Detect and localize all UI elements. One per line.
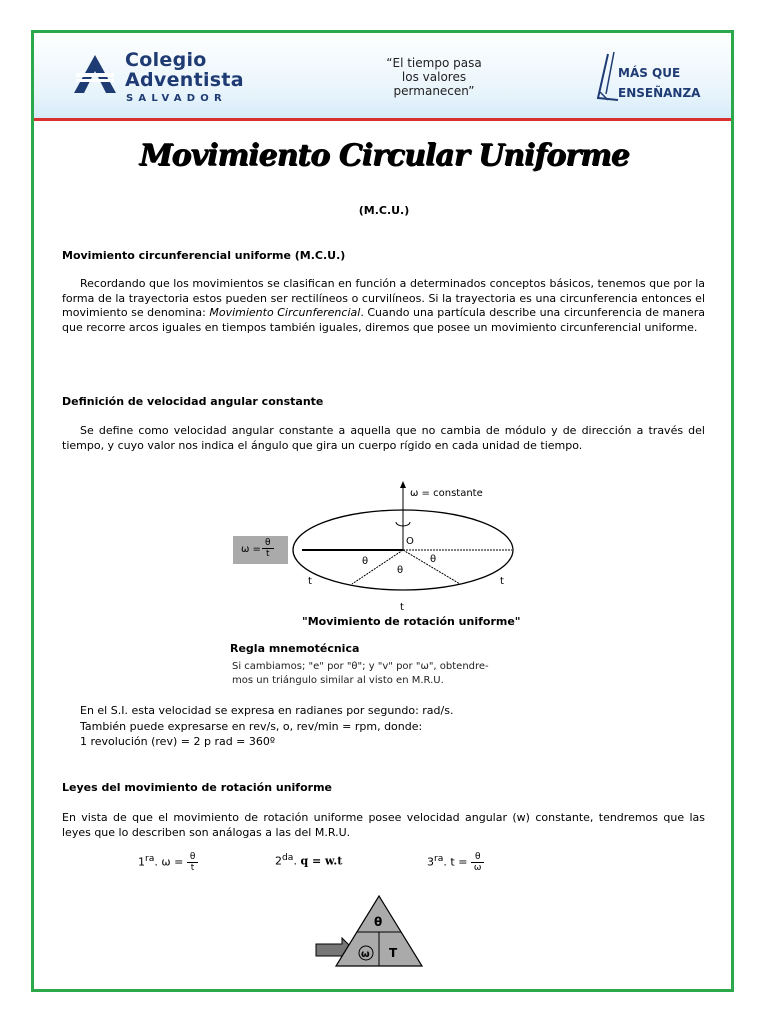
law3-d: ω (473, 863, 482, 873)
section1-text-b: . Cuando una partícula describe una circunferencia de manera que recorre arcos iguales en tiempos también iguales, diremos que posee un movimiento circunferencial uniforme. (62, 306, 706, 334)
law1-lhs: . ω = (154, 855, 184, 869)
law1-fraction (187, 852, 199, 873)
omega-formula-num: θ (262, 538, 274, 549)
section1-text-em: Movimiento Circunferencial (209, 306, 361, 319)
brand-line1: MÁS QUE (618, 66, 681, 80)
law2-num: 2 (275, 854, 282, 868)
page-title: Movimiento Circular Uniforme (139, 138, 629, 173)
triangle-left: ω (361, 949, 370, 960)
law1-num: 1 (138, 855, 145, 869)
law-3 (427, 852, 484, 873)
regla-text (232, 660, 522, 688)
law-1 (138, 852, 198, 873)
brand-line2: ENSEÑANZA (618, 86, 701, 100)
t-label-right: t (500, 576, 504, 587)
si-line1: En el S.I. esta velocidad se expresa en radianes por segundo: rad/s. (80, 704, 454, 717)
theta-label-3: θ (430, 554, 437, 565)
motto-line3: permanecen” (393, 84, 475, 98)
t-label-bottom: t (400, 602, 404, 613)
center-label: O (406, 536, 414, 547)
school-name-line3: SALVADOR (126, 93, 227, 104)
law1-sup: ra (145, 852, 155, 864)
si-line3: 1 revolución (rev) = 2 p rad = 360º (80, 735, 276, 748)
si-line2: También puede expresarse en rev/s, o, rev/min = rpm, donde: (80, 719, 423, 733)
theta-label-2: θ (397, 565, 404, 576)
law3-fraction (471, 852, 485, 873)
header-banner (34, 33, 731, 121)
t-label-left: t (308, 576, 312, 587)
omega-formula-lhs: ω = (241, 544, 261, 555)
regla-line2: mos un triángulo similar al visto en M.R.U. (232, 675, 444, 686)
section3-paragraph: En vista de que el movimiento de rotación uniforme posee velocidad angular (w) constante, tendremos que las leyes que lo describen son análogas a las del M.R.U. (62, 811, 705, 839)
section1-heading: Movimiento circunferencial uniforme (M.C.U.) (62, 249, 346, 262)
omega-formula-den: t (265, 549, 270, 559)
motto-line2: los valores (401, 70, 467, 84)
page-subtitle: (M.C.U.) (358, 204, 410, 217)
triangle-right: T (389, 946, 398, 960)
omega-formula-box (233, 536, 288, 564)
law3-lhs: . t = (443, 855, 468, 869)
law2-sup: da (282, 852, 294, 863)
axis-arrow-icon (400, 481, 406, 488)
radius-a (352, 550, 403, 584)
si-units-block (80, 703, 453, 750)
motto (334, 56, 534, 98)
section2-text: Se define como velocidad angular constante a aquella que no cambia de módulo y de dirección a través del tiempo, y cuyo valor nos indica el ángulo que gira un cuerpo rígido en cada unidad de tiempo. (62, 424, 705, 452)
school-name-line2: Adventista (125, 69, 244, 91)
section3-heading: Leyes del movimiento de rotación uniforme (62, 781, 332, 794)
rotation-diagram (290, 478, 530, 628)
section1-text-a: Recordando que los movimientos se clasifican en función a determinados conceptos básicos, tenemos que por la forma de la trayectoria estos pueden ser rectilíneos o curvilíneos. Si la trayectoria es una circunferencia entonces el movimiento se denomina: (62, 277, 705, 319)
omega-formula-fraction (262, 538, 274, 559)
law3-num: 3 (427, 855, 434, 869)
motto-line1: “El tiempo pasa (386, 56, 482, 70)
school-name-line1: Colegio (125, 49, 207, 71)
regla-line1: Si cambiamos; "e" por "θ"; y "v" por "ω", obtendre- (232, 661, 489, 672)
school-logo-icon (74, 55, 116, 93)
diagram-caption: "Movimiento de rotación uniforme" (302, 615, 521, 628)
law1-d: t (190, 863, 195, 873)
section2-heading: Definición de velocidad angular constante (62, 395, 324, 408)
law2-text: q = w.t (300, 854, 343, 868)
law3-n: θ (471, 852, 485, 863)
section1-paragraph (62, 277, 705, 335)
omega-constant-label: ω = constante (410, 488, 483, 499)
mnemonic-triangle (312, 894, 432, 970)
law-2: $2^{da}$. q = w.t (275, 852, 343, 868)
section2-paragraph (62, 424, 705, 453)
triangle-top: θ (374, 915, 383, 929)
theta-label-1: θ (362, 556, 369, 567)
law3-sup: ra (434, 852, 444, 864)
regla-title: Regla mnemotécnica (230, 642, 360, 655)
law1-n: θ (187, 852, 199, 863)
